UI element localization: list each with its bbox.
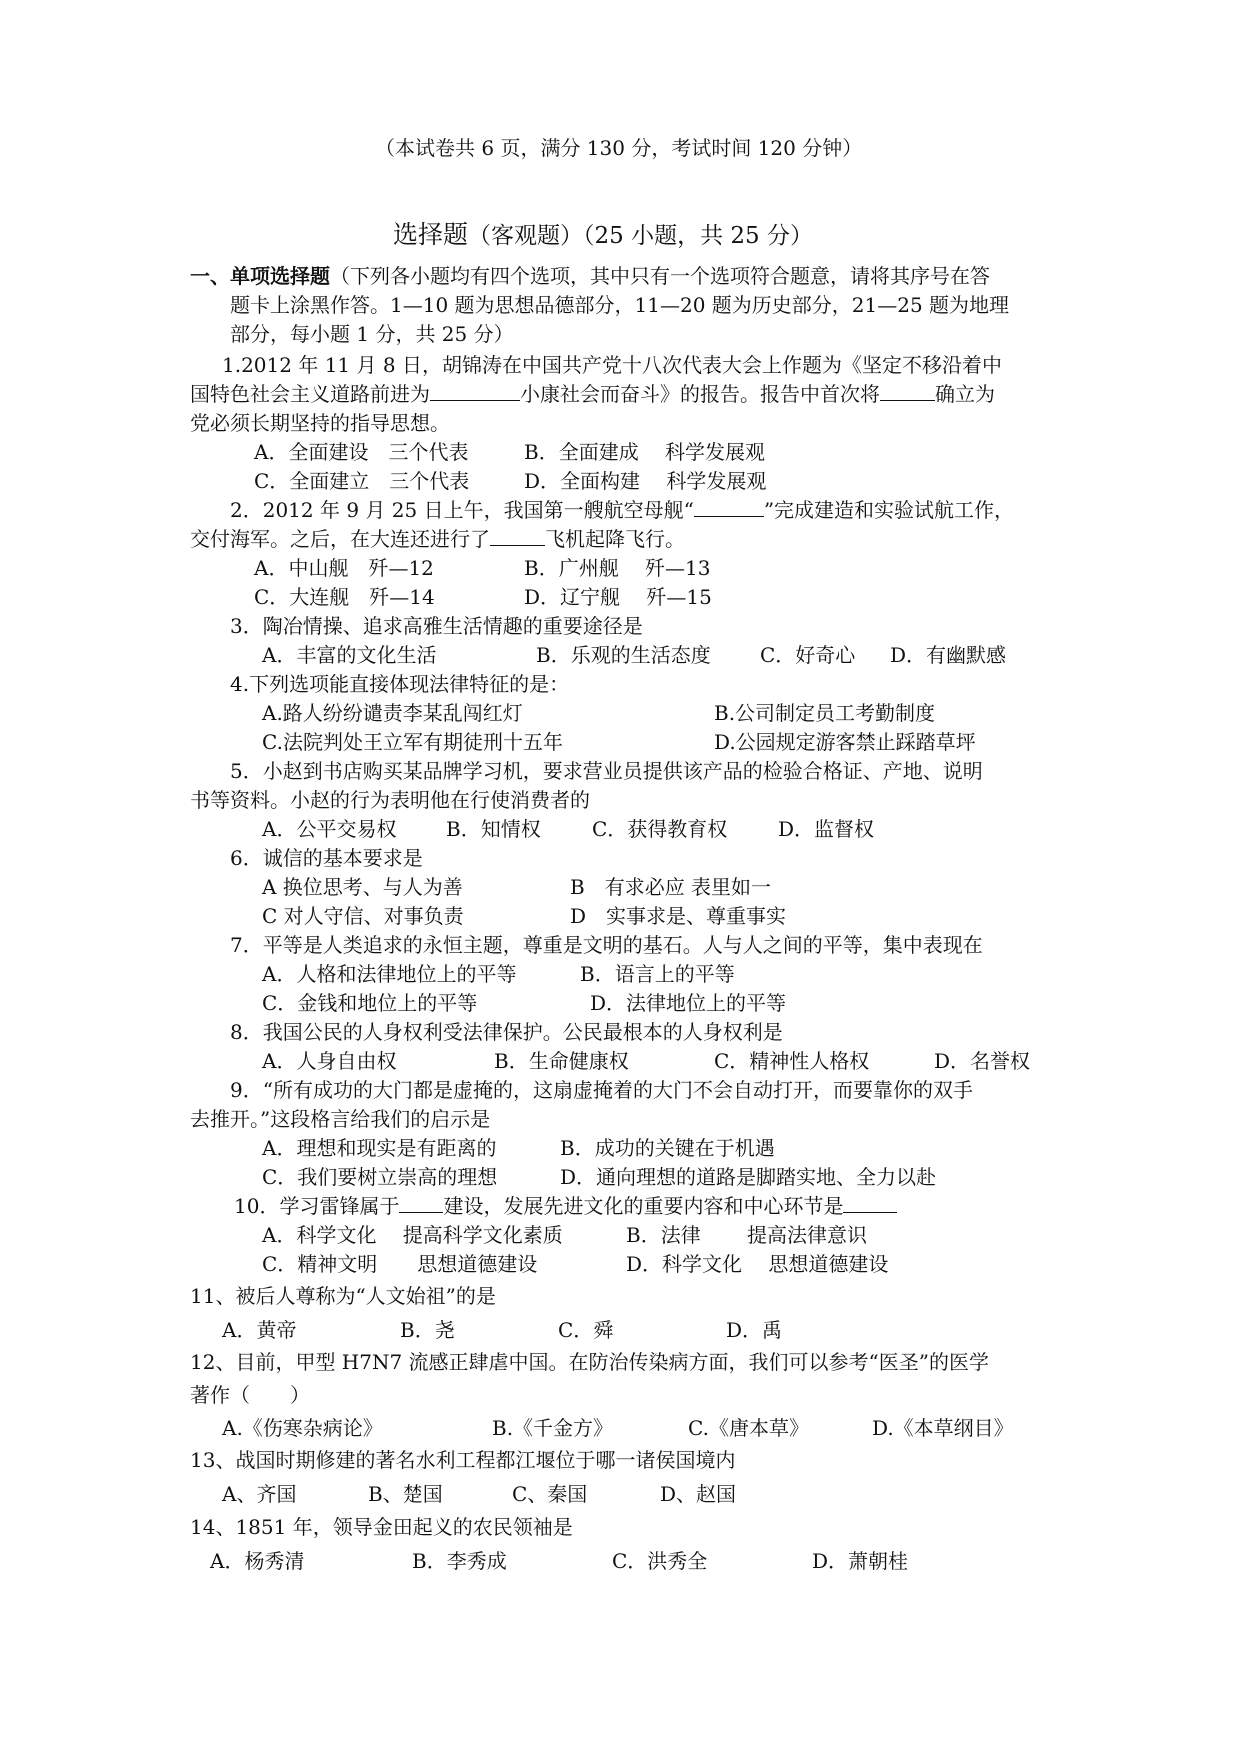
answer-blank xyxy=(430,380,520,401)
exam-header-note: （本试卷共 6 页，满分 130 分，考试时间 120 分钟） xyxy=(375,136,863,160)
question-3-option-c: C．好奇心 xyxy=(760,643,856,667)
question-1-option-d: D．全面构建 科学发展观 xyxy=(524,469,767,493)
question-1-line-1: 1.2012 年 11 月 8 日，胡锦涛在中国共产党十八次代表大会上作题为《坚定不移沿着中 xyxy=(222,353,1002,377)
question-12-option-d: D.《本草纲目》 xyxy=(872,1416,1014,1440)
q2-text-b: ”完成建造和实验试航工作， xyxy=(763,498,1015,522)
question-13-option-a: A、齐国 xyxy=(222,1482,297,1506)
instructions-line-2: 题卡上涂黑作答。1—10 题为思想品德部分，11—20 题为历史部分，21—25 题为地理 xyxy=(230,293,1010,317)
q2-text-c: 交付海军。之后，在大连还进行了 xyxy=(190,527,490,551)
question-12-option-c: C.《唐本草》 xyxy=(688,1416,809,1440)
answer-blank xyxy=(880,380,935,401)
question-9-line-1: 9．“所有成功的大门都是虚掩的，这扇虚掩着的大门不会自动打开，而要靠你的双手 xyxy=(230,1078,973,1102)
question-6-option-c: C 对人守信、对事负责 xyxy=(262,904,464,928)
question-2-line-1 xyxy=(230,496,1014,524)
question-1-line-3: 党必须长期坚持的指导思想。 xyxy=(190,411,450,435)
question-6-option-d: D 实事求是、尊重事实 xyxy=(570,904,787,928)
question-10-option-c: C．精神文明 思想道德建设 xyxy=(262,1252,538,1276)
instructions-label: 一、单项选择题 xyxy=(190,264,330,288)
question-7-option-c: C．金钱和地位上的平等 xyxy=(262,991,478,1015)
question-6-option-b: B 有求必应 表里如一 xyxy=(570,875,772,899)
question-4-option-c: C.法院判处王立军有期徒刑十五年 xyxy=(262,730,563,754)
question-3-option-a: A．丰富的文化生活 xyxy=(262,643,437,667)
q1-text-c: 确立为 xyxy=(935,382,995,406)
q10-text-b: 建设，发展先进文化的重要内容和中心环节是 xyxy=(443,1194,844,1218)
question-8-option-c: C．精神性人格权 xyxy=(714,1049,870,1073)
question-1-option-c: C．全面建立 三个代表 xyxy=(254,469,470,493)
question-5-option-d: D．监督权 xyxy=(778,817,875,841)
question-9-option-c: C．我们要树立崇高的理想 xyxy=(262,1165,498,1189)
question-9-option-b: B．成功的关键在于机遇 xyxy=(560,1136,775,1160)
question-13-option-c: C、秦国 xyxy=(512,1482,588,1506)
section-title-main: 选择题 xyxy=(393,220,469,249)
question-1-option-b: B．全面建成 科学发展观 xyxy=(524,440,766,464)
question-5-option-c: C．获得教育权 xyxy=(592,817,728,841)
question-2-option-d: D．辽宁舰 歼—15 xyxy=(524,585,712,609)
instructions-line-1 xyxy=(190,262,990,290)
question-10-option-a: A．科学文化 提高科学文化素质 xyxy=(262,1223,563,1247)
question-11-line-1: 11、被后人尊称为“人文始祖”的是 xyxy=(190,1284,496,1308)
q1-text-a: 国特色社会主义道路前进为 xyxy=(190,382,430,406)
question-8-option-d: D．名誉权 xyxy=(934,1049,1031,1073)
question-2-option-a: A．中山舰 歼—12 xyxy=(254,556,434,580)
instructions-line-3: 部分，每小题 1 分，共 25 分） xyxy=(230,322,514,346)
question-5-option-a: A．公平交易权 xyxy=(262,817,397,841)
question-9-option-a: A．理想和现实是有距离的 xyxy=(262,1136,497,1160)
q1-text-b: 小康社会而奋斗》的报告。报告中首次将 xyxy=(520,382,880,406)
section-title-sub: （客观题）（25 小题，共 25 分） xyxy=(468,223,813,249)
question-11-option-a: A．黄帝 xyxy=(222,1318,297,1342)
question-12-option-a: A.《伤寒杂病论》 xyxy=(222,1416,383,1440)
question-2-option-c: C．大连舰 歼—14 xyxy=(254,585,435,609)
question-5-line-1: 5．小赵到书店购买某品牌学习机，要求营业员提供该产品的检验合格证、产地、说明 xyxy=(230,759,983,783)
question-5-line-2: 书等资料。小赵的行为表明他在行使消费者的 xyxy=(190,788,590,812)
answer-blank xyxy=(399,1192,443,1213)
question-7-line-1: 7．平等是人类追求的永恒主题，尊重是文明的基石。人与人之间的平等，集中表现在 xyxy=(230,933,983,957)
question-2-line-2 xyxy=(190,525,685,553)
question-10-option-d: D．科学文化 思想道德建设 xyxy=(626,1252,889,1276)
question-12-line-2: 著作（ ） xyxy=(190,1383,310,1407)
answer-blank xyxy=(843,1192,897,1213)
q2-text-d: 飞机起降飞行。 xyxy=(545,527,685,551)
question-13-option-b: B、楚国 xyxy=(368,1482,443,1506)
question-11-option-c: C．舜 xyxy=(558,1318,614,1342)
answer-blank xyxy=(694,496,764,517)
question-7-option-d: D．法律地位上的平等 xyxy=(590,991,787,1015)
question-8-option-b: B．生命健康权 xyxy=(494,1049,629,1073)
q10-text-a: 10．学习雷锋属于 xyxy=(234,1194,400,1218)
question-14-option-b: B．李秀成 xyxy=(412,1549,507,1573)
question-4-option-d: D.公园规定游客禁止踩踏草坪 xyxy=(714,730,976,754)
question-4-option-b: B.公司制定员工考勤制度 xyxy=(714,701,936,725)
question-14-option-d: D．萧朝桂 xyxy=(812,1549,909,1573)
question-8-line-1: 8．我国公民的人身权利受法律保护。公民最根本的人身权利是 xyxy=(230,1020,783,1044)
section-title xyxy=(393,218,813,253)
question-10-option-b: B．法律 提高法律意识 xyxy=(626,1223,868,1247)
question-1-option-a: A．全面建设 三个代表 xyxy=(254,440,469,464)
question-14-option-c: C．洪秀全 xyxy=(612,1549,708,1573)
question-9-option-d: D．通向理想的道路是脚踏实地、全力以赴 xyxy=(560,1165,937,1189)
question-4-line-1: 4.下列选项能直接体现法律特征的是： xyxy=(230,672,570,696)
question-14-line-1: 14、1851 年，领导金田起义的农民领袖是 xyxy=(190,1515,573,1539)
question-6-line-1: 6．诚信的基本要求是 xyxy=(230,846,423,870)
question-12-option-b: B.《千金方》 xyxy=(492,1416,614,1440)
question-2-option-b: B．广州舰 歼—13 xyxy=(524,556,711,580)
question-1-line-2 xyxy=(190,380,995,408)
question-10-line-1 xyxy=(234,1192,897,1220)
question-7-option-a: A．人格和法律地位上的平等 xyxy=(262,962,517,986)
question-8-option-a: A．人身自由权 xyxy=(262,1049,397,1073)
question-3-option-b: B．乐观的生活态度 xyxy=(536,643,711,667)
question-9-line-2: 去推开。”这段格言给我们的启示是 xyxy=(190,1107,491,1131)
question-7-option-b: B．语言上的平等 xyxy=(580,962,735,986)
question-12-line-1: 12、目前，甲型 H7N7 流感正肆虐中国。在防治传染病方面，我们可以参考“医圣”的医学 xyxy=(190,1350,990,1374)
question-5-option-b: B．知情权 xyxy=(446,817,541,841)
question-11-option-b: B．尧 xyxy=(400,1318,455,1342)
question-3-line-1: 3．陶冶情操、追求高雅生活情趣的重要途径是 xyxy=(230,614,643,638)
question-11-option-d: D．禹 xyxy=(726,1318,783,1342)
question-6-option-a: A 换位思考、与人为善 xyxy=(262,875,463,899)
answer-blank xyxy=(490,525,545,546)
question-13-option-d: D、赵国 xyxy=(660,1482,737,1506)
instructions-text-1: （下列各小题均有四个选项，其中只有一个选项符合题意，请将其序号在答 xyxy=(330,264,990,288)
question-3-option-d: D．有幽默感 xyxy=(890,643,1007,667)
q2-text-a: 2．2012 年 9 月 25 日上午，我国第一艘航空母舰“ xyxy=(230,498,694,522)
question-14-option-a: A．杨秀清 xyxy=(210,1549,305,1573)
question-4-option-a: A.路人纷纷谴责李某乱闯红灯 xyxy=(262,701,523,725)
question-13-line-1: 13、战国时期修建的著名水利工程都江堰位于哪一诸侯国境内 xyxy=(190,1448,736,1472)
